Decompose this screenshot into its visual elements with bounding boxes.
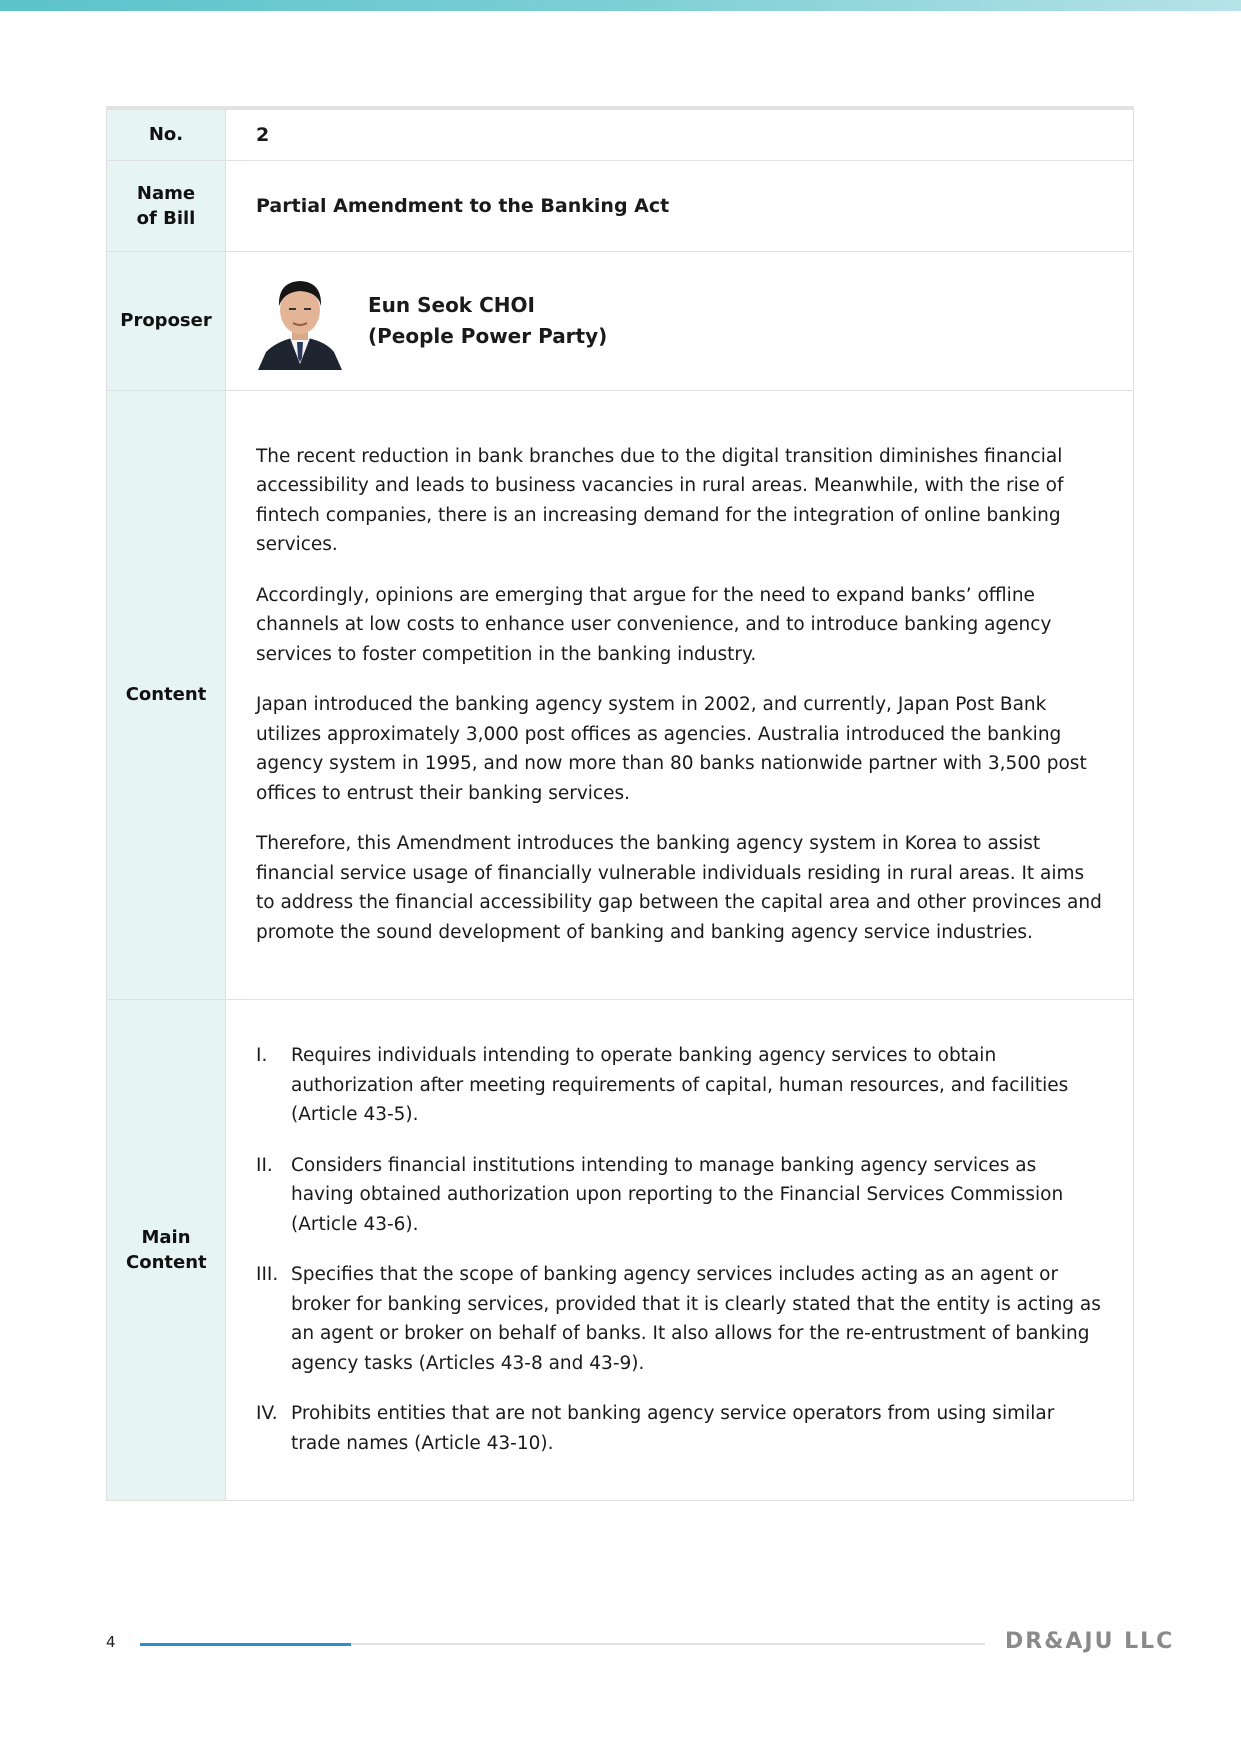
row-main-content (107, 999, 1134, 1500)
list-item-text: Requires individuals intending to operate banking agency services to obtain authorization after meeting requirements of capital, human resources, and facilities (Article 43-5). (291, 1045, 1069, 1125)
content-paragraph: Japan introduced the banking agency system in 2002, and currently, Japan Post Bank utilizes approximately 3,000 post offices as agencies. Australia introduced the banking agency system in 1995, and now more than 80 banks nationwide partner with 3,500 post offices to entrust their banking services. (256, 694, 1087, 804)
list-item-number: I. (256, 1045, 268, 1066)
page-number: 4 (106, 1633, 116, 1651)
content-label: Content (107, 390, 226, 999)
proposer-block (256, 272, 1103, 370)
content-text (226, 390, 1134, 999)
row-number (107, 108, 1134, 160)
top-accent-bar (0, 0, 1241, 11)
list-item-number: II. (256, 1154, 273, 1176)
bill-table (106, 106, 1134, 1501)
list-item-number: IV. (256, 1403, 278, 1424)
content-paragraph: Therefore, this Amendment introduces the banking agency system in Korea to assist financial service usage of financially vulnerable individuals residing in rural areas. It aims to address the financial accessibility gap between the capital area and other provinces and promote the sound development of banking and banking agency service industries. (256, 833, 1102, 943)
progress-fill (140, 1643, 351, 1646)
name-label: Name of Bill (136, 182, 196, 229)
bill-name: Partial Amendment to the Banking Act (256, 194, 670, 217)
list-item-number: III. (256, 1264, 279, 1285)
row-content (107, 390, 1134, 999)
list-item (256, 1399, 1103, 1458)
proposer-label: Proposer (107, 251, 226, 390)
brand-logo: DR&AJU LLC (1005, 1629, 1175, 1654)
row-bill-name (107, 160, 1134, 251)
list-item-text: Prohibits entities that are not banking agency service operators from using similar trade names (Article 43-10). (291, 1403, 1055, 1454)
no-value: 2 (256, 123, 270, 146)
list-item (256, 1260, 1103, 1378)
proposer-photo (256, 272, 344, 370)
list-item (256, 1151, 1103, 1240)
content-paragraph: Accordingly, opinions are emerging that argue for the need to expand banks’ offline channels at low costs to enhance user convenience, and to introduce banking agency services to foster competition in the banking industry. (256, 584, 1052, 665)
list-item-text: Specifies that the scope of banking agency services includes acting as an agent or broker for banking services, provided that it is clearly stated that the entity is acting as an agent or broker on behalf of banks. It also allows for the re-entrustment of banking agency tasks (Articles 43-8 and 43-9). (291, 1264, 1101, 1374)
content-paragraph: The recent reduction in bank branches due to the digital transition diminishes financial accessibility and leads to business vacancies in rural areas. Meanwhile, with the rise of fintech companies, there is an increasing demand for the integration of online banking services. (256, 445, 1064, 556)
list-item (256, 1041, 1103, 1130)
no-label: No. (107, 108, 226, 160)
main-content-list (256, 1041, 1103, 1458)
proposer-party: (People Power Party) (368, 323, 608, 348)
list-item-text: Considers financial institutions intending to manage banking agency services as having obtained authorization upon reporting to the Financial Services Commission (Article 43-6). (291, 1154, 1064, 1235)
row-proposer (107, 251, 1134, 390)
proposer-name: Eun Seok CHOI (368, 292, 535, 317)
progress-track (140, 1643, 985, 1645)
main-content-label: Main Content (126, 1226, 207, 1273)
